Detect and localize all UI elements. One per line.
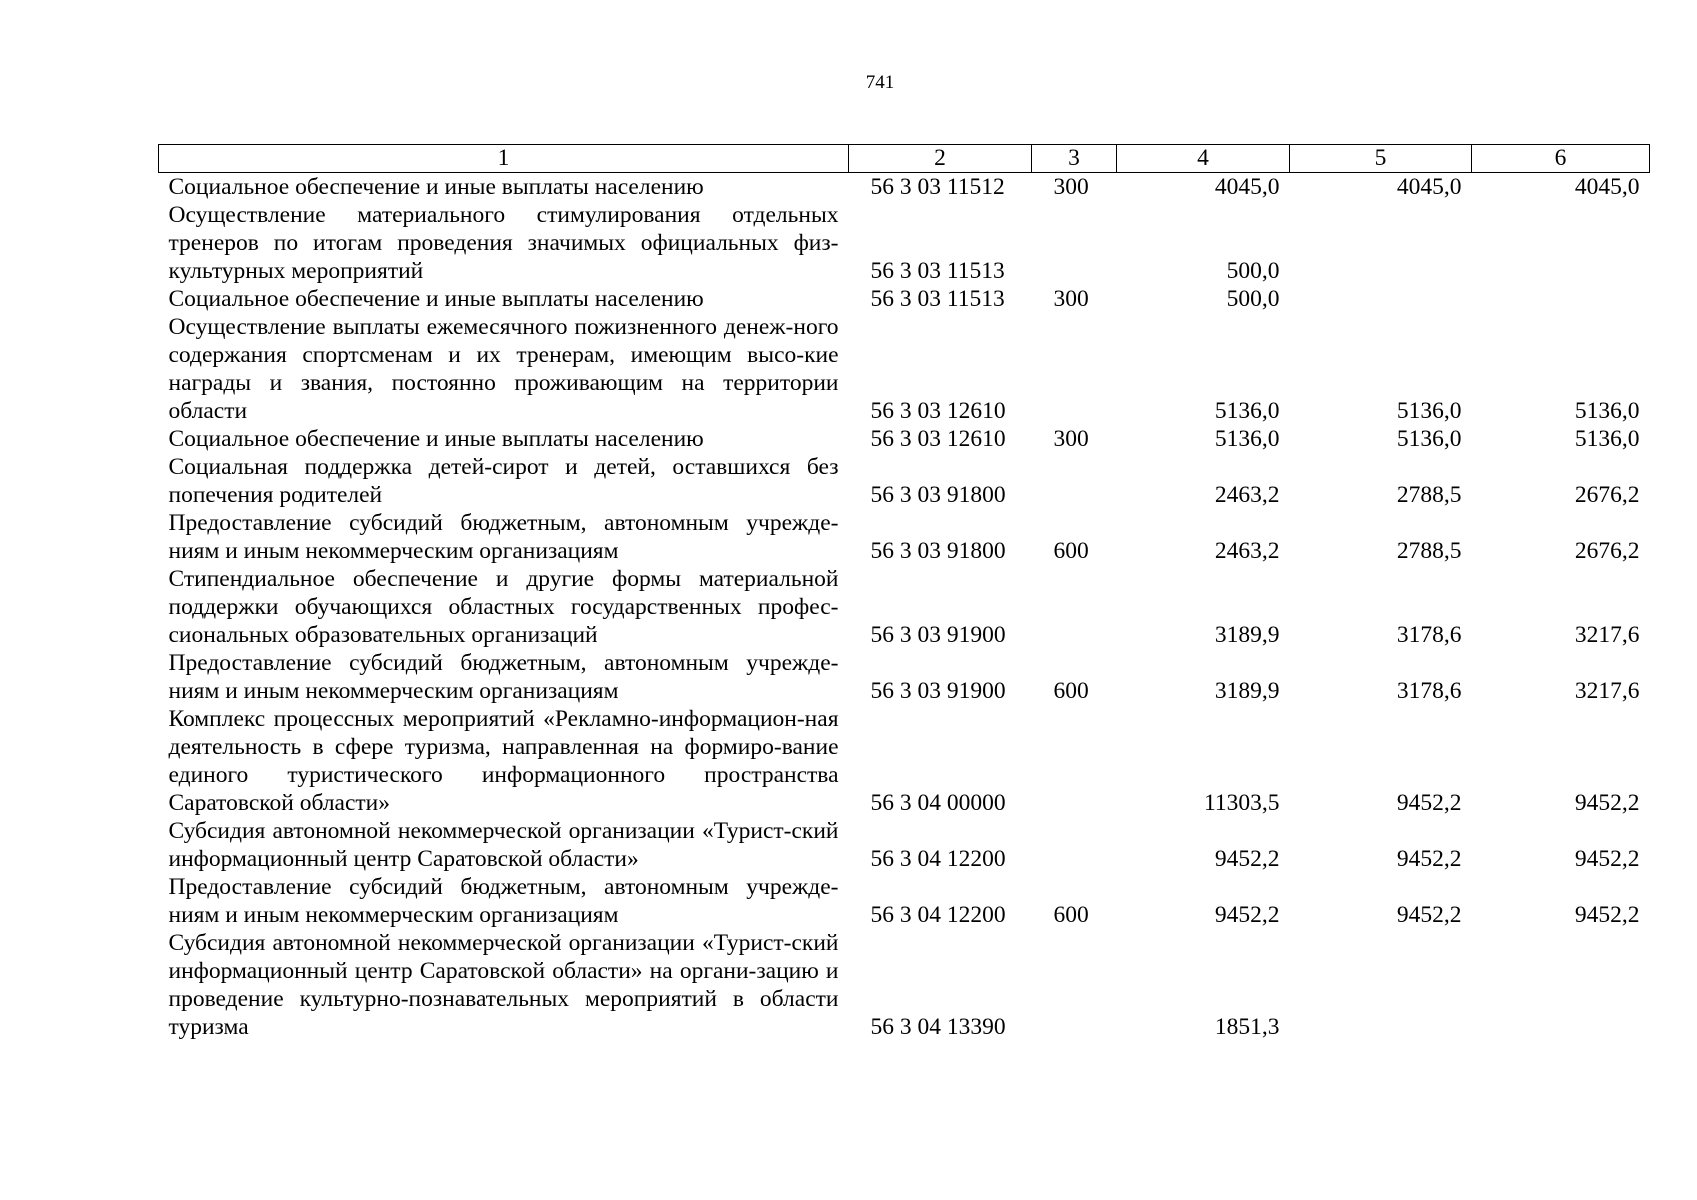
column-header: 2: [849, 145, 1032, 173]
row-name-cell: Комплекс процессных мероприятий «Рекламно-информацион-ная деятельность в сфере туризма, направленная на формиро-вание единого туристического информационного пространства Саратовской области»: [168, 706, 839, 816]
row-type-cell: [1032, 313, 1117, 425]
row-value-cell: 500,0: [1226, 258, 1280, 284]
table-row: [159, 453, 1650, 509]
table-row: [159, 285, 1650, 313]
row-name-cell: Предоставление субсидий бюджетным, автономным учрежде-ниям и иным некоммерческим организациям: [168, 510, 839, 564]
row-value-cell: 5136,0: [1574, 398, 1640, 424]
row-value-cell: 4045,0: [1396, 174, 1462, 200]
row-value-cell: 9452,2: [1214, 846, 1280, 872]
row-code-cell: 56 3 04 00000: [870, 790, 1006, 816]
row-code-cell: 56 3 04 13390: [870, 1014, 1006, 1040]
row-code-cell: 56 3 03 91900: [870, 622, 1006, 648]
table-row: [159, 173, 1650, 202]
row-value-cell: 5136,0: [1214, 398, 1280, 424]
row-type-cell: 300: [1053, 174, 1089, 200]
table-body: [159, 173, 1650, 1042]
column-header: 4: [1117, 145, 1290, 173]
row-value-cell: [1290, 929, 1472, 1041]
row-name-cell: Осуществление материального стимулирования отдельных тренеров по итогам проведения значимых официальных физ-культурных мероприятий: [168, 202, 839, 284]
row-code-cell: 56 3 04 12200: [870, 902, 1006, 928]
row-name-cell: Социальное обеспечение и иные выплаты населению: [168, 286, 704, 312]
column-header: 5: [1290, 145, 1472, 173]
table-row: [159, 649, 1650, 705]
row-name-cell: Субсидия автономной некоммерческой организации «Турист-ский информационный центр Саратовской области» на органи-зацию и проведение культурно-познавательных мероприятий в области туризма: [168, 930, 839, 1040]
row-value-cell: 9452,2: [1574, 846, 1640, 872]
row-value-cell: 3217,6: [1574, 678, 1640, 704]
row-value-cell: [1290, 285, 1472, 313]
row-code-cell: 56 3 03 91900: [870, 678, 1006, 704]
row-type-cell: [1032, 817, 1117, 873]
row-value-cell: 5136,0: [1574, 426, 1640, 452]
row-value-cell: 2676,2: [1574, 538, 1640, 564]
row-value-cell: 2788,5: [1396, 482, 1462, 508]
table-row: [159, 509, 1650, 565]
row-code-cell: 56 3 03 12610: [870, 398, 1006, 424]
table-row: [159, 313, 1650, 425]
table-row: [159, 425, 1650, 453]
row-value-cell: 2463,2: [1214, 482, 1280, 508]
row-type-cell: [1032, 565, 1117, 649]
row-value-cell: 5136,0: [1396, 398, 1462, 424]
row-name-cell: Предоставление субсидий бюджетным, автономным учрежде-ниям и иным некоммерческим организациям: [168, 650, 839, 704]
row-type-cell: 600: [1053, 902, 1089, 928]
column-header: 3: [1032, 145, 1117, 173]
row-code-cell: 56 3 03 11513: [870, 258, 1005, 284]
row-type-cell: [1032, 201, 1117, 285]
header-row: [159, 145, 1650, 173]
row-name-cell: Социальное обеспечение и иные выплаты населению: [168, 426, 704, 452]
row-name-cell: Предоставление субсидий бюджетным, автономным учрежде-ниям и иным некоммерческим организациям: [168, 874, 839, 928]
row-value-cell: 1851,3: [1214, 1014, 1280, 1040]
row-name-cell: Осуществление выплаты ежемесячного пожизненного денеж-ного содержания спортсменам и их тренерам, имеющим высо-кие награды и звания, постоянно проживающим на территории области: [168, 314, 839, 424]
row-type-cell: [1032, 929, 1117, 1041]
column-header: 6: [1472, 145, 1650, 173]
row-code-cell: 56 3 04 12200: [870, 846, 1006, 872]
row-value-cell: [1472, 285, 1650, 313]
row-value-cell: 2463,2: [1214, 538, 1280, 564]
row-value-cell: [1290, 201, 1472, 285]
row-value-cell: 3189,9: [1214, 678, 1280, 704]
row-code-cell: 56 3 03 11513: [870, 286, 1005, 312]
row-type-cell: 600: [1053, 538, 1089, 564]
row-value-cell: 9452,2: [1396, 846, 1462, 872]
row-code-cell: 56 3 03 91800: [870, 482, 1006, 508]
column-header: 1: [159, 145, 849, 173]
row-code-cell: 56 3 03 11512: [870, 174, 1005, 200]
row-value-cell: 9452,2: [1396, 790, 1462, 816]
table-row: [159, 817, 1650, 873]
row-value-cell: 3178,6: [1396, 622, 1462, 648]
page-number: 741: [865, 72, 895, 93]
row-value-cell: [1472, 929, 1650, 1041]
budget-table: [158, 144, 1650, 1041]
row-value-cell: 5136,0: [1214, 426, 1280, 452]
row-code-cell: 56 3 03 91800: [870, 538, 1006, 564]
row-value-cell: 3178,6: [1396, 678, 1462, 704]
table-row: [159, 565, 1650, 649]
row-value-cell: 500,0: [1226, 286, 1280, 312]
row-value-cell: 3189,9: [1214, 622, 1280, 648]
row-name-cell: Социальная поддержка детей-сирот и детей, оставшихся без попечения родителей: [168, 454, 839, 508]
row-value-cell: 9452,2: [1396, 902, 1462, 928]
row-value-cell: 4045,0: [1214, 174, 1280, 200]
row-value-cell: 9452,2: [1574, 790, 1640, 816]
row-value-cell: 2676,2: [1574, 482, 1640, 508]
row-value-cell: [1472, 201, 1650, 285]
row-code-cell: 56 3 03 12610: [870, 426, 1006, 452]
row-value-cell: 2788,5: [1396, 538, 1462, 564]
row-type-cell: 300: [1053, 286, 1089, 312]
row-value-cell: 4045,0: [1574, 174, 1640, 200]
row-value-cell: 5136,0: [1396, 426, 1462, 452]
row-value-cell: 3217,6: [1574, 622, 1640, 648]
row-name-cell: Социальное обеспечение и иные выплаты населению: [168, 174, 704, 200]
table-row: [159, 873, 1650, 929]
row-type-cell: [1032, 453, 1117, 509]
row-name-cell: Стипендиальное обеспечение и другие формы материальной поддержки обучающихся областных государственных профес-сиональных образовательных организаций: [168, 566, 839, 648]
row-type-cell: [1032, 705, 1117, 817]
table-row: [159, 201, 1650, 285]
row-type-cell: 600: [1053, 678, 1089, 704]
table-row: [159, 705, 1650, 817]
row-type-cell: 300: [1053, 426, 1089, 452]
row-value-cell: 11303,5: [1203, 790, 1280, 816]
table-row: [159, 929, 1650, 1041]
row-name-cell: Субсидия автономной некоммерческой организации «Турист-ский информационный центр Саратовской области»: [168, 818, 839, 872]
row-value-cell: 9452,2: [1574, 902, 1640, 928]
row-value-cell: 9452,2: [1214, 902, 1280, 928]
